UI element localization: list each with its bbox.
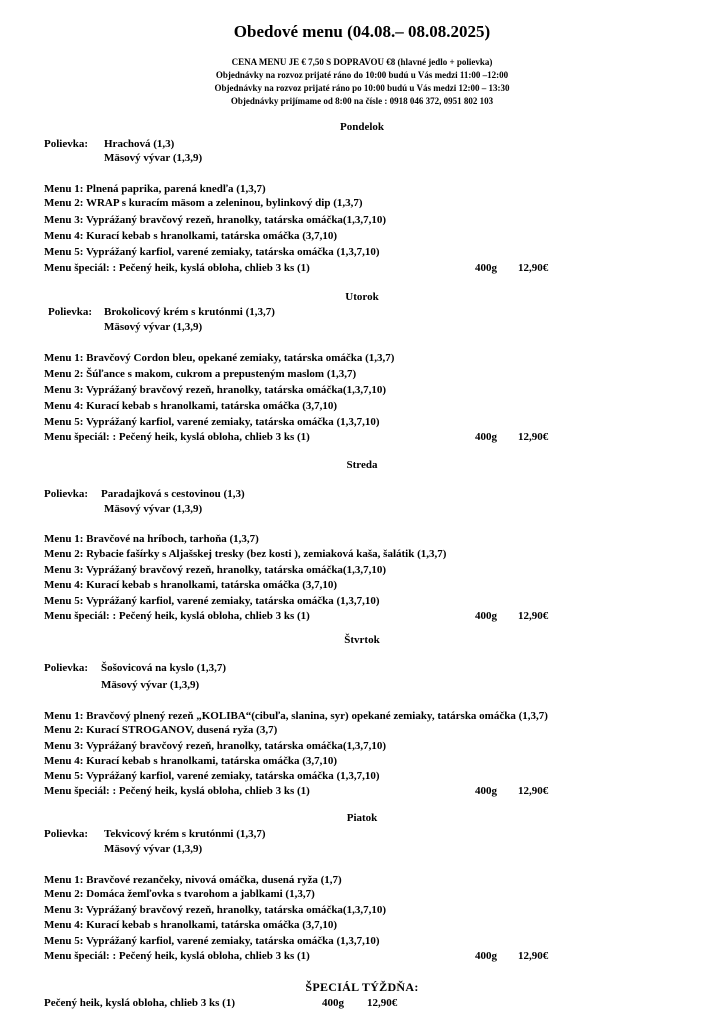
menu-item: Menu 4: Kurací kebab s hranolkami, tatárska omáčka (3,7,10)	[44, 230, 338, 242]
menu-item: Menu 5: Vyprážaný karfiol, varené zemiaky, tatárska omáčka (1,3,7,10)	[44, 246, 380, 258]
menu-item: Menu 4: Kurací kebab s hranolkami, tatárska omáčka (3,7,10)	[44, 579, 338, 591]
delivery-info-before-10: Objednávky na rozvoz prijaté ráno do 10:00 budú u Vás medzi 11:00 –12:00	[215, 70, 509, 80]
week-special-price: 12,90€	[367, 997, 398, 1009]
price-info: CENA MENU JE € 7,50 S DOPRAVOU €8 (hlavné jedlo + polievka)	[231, 57, 493, 67]
soup-item: Mäsový vývar (1,3,9)	[104, 321, 203, 333]
menu-item: Menu 5: Vyprážaný karfiol, varené zemiaky, tatárska omáčka (1,3,7,10)	[44, 770, 380, 782]
menu-item: Menu 5: Vyprážaný karfiol, varené zemiaky, tatárska omáčka (1,3,7,10)	[44, 416, 380, 428]
special-item: Menu špeciál: : Pečený heik, kyslá obloha, chlieb 3 ks (1)	[44, 431, 310, 443]
soup-label: Polievka:	[48, 306, 92, 318]
menu-item: Menu 4: Kurací kebab s hranolkami, tatárska omáčka (3,7,10)	[44, 400, 338, 412]
menu-item: Menu 1: Bravčové rezančeky, nivová omáčka, dusená ryža (1,7)	[44, 874, 342, 886]
special-item: Menu špeciál: : Pečený heik, kyslá obloha, chlieb 3 ks (1)	[44, 950, 310, 962]
special-price: 12,90€	[518, 610, 549, 622]
special-weight: 400g	[475, 610, 497, 622]
special-weight: 400g	[475, 431, 497, 443]
soup-label: Polievka:	[44, 662, 88, 674]
soup-label: Polievka:	[44, 488, 88, 500]
special-price: 12,90€	[518, 950, 549, 962]
special-item: Menu špeciál: : Pečený heik, kyslá obloha, chlieb 3 ks (1)	[44, 610, 310, 622]
soup-item: Šošovicová na kyslo (1,3,7)	[101, 662, 226, 674]
soup-label: Polievka:	[44, 138, 88, 150]
special-price: 12,90€	[518, 785, 549, 797]
menu-item: Menu 2: Kurací STROGANOV, dusená ryža (3,7)	[44, 724, 278, 736]
soup-item: Hrachová (1,3)	[104, 138, 175, 150]
order-phone-info: Objednávky prijímame od 8:00 na čísle : 0918 046 372, 0951 802 103	[230, 96, 494, 106]
menu-item: Menu 1: Bravčový plnený rezeň „KOLIBA“(cibuľa, slanina, syr) opekané zemiaky, tatárska omáčka (1,3,7)	[44, 710, 548, 722]
soup-label: Polievka:	[44, 828, 88, 840]
day-heading-monday: Pondelok	[339, 121, 384, 133]
soup-item: Brokolicový krém s krutónmi (1,3,7)	[104, 306, 275, 318]
special-item: Menu špeciál: : Pečený heik, kyslá obloha, chlieb 3 ks (1)	[44, 785, 310, 797]
special-weight: 400g	[475, 785, 497, 797]
soup-item: Mäsový vývar (1,3,9)	[104, 152, 203, 164]
menu-item: Menu 3: Vyprážaný bravčový rezeň, hranolky, tatárska omáčka(1,3,7,10)	[44, 740, 387, 752]
menu-item: Menu 2: Šúľance s makom, cukrom a prepusteným maslom (1,3,7)	[44, 368, 357, 380]
week-special-weight: 400g	[322, 997, 344, 1009]
menu-item: Menu 3: Vyprážaný bravčový rezeň, hranolky, tatárska omáčka(1,3,7,10)	[44, 564, 387, 576]
menu-item: Menu 4: Kurací kebab s hranolkami, tatárska omáčka (3,7,10)	[44, 755, 338, 767]
soup-item: Mäsový vývar (1,3,9)	[104, 503, 203, 515]
day-heading-friday: Piatok	[346, 812, 378, 824]
menu-item: Menu 5: Vyprážaný karfiol, varené zemiaky, tatárska omáčka (1,3,7,10)	[44, 595, 380, 607]
page-title: Obedové menu (04.08.– 08.08.2025)	[233, 22, 491, 41]
special-item: Menu špeciál: : Pečený heik, kyslá obloha, chlieb 3 ks (1)	[44, 262, 310, 274]
soup-item: Paradajková s cestovinou (1,3)	[101, 488, 245, 500]
menu-item: Menu 4: Kurací kebab s hranolkami, tatárska omáčka (3,7,10)	[44, 919, 338, 931]
special-price: 12,90€	[518, 262, 549, 274]
menu-item: Menu 1: Bravčový Cordon bleu, opekané zemiaky, tatárska omáčka (1,3,7)	[44, 352, 395, 364]
menu-item: Menu 3: Vyprážaný bravčový rezeň, hranolky, tatárska omáčka(1,3,7,10)	[44, 214, 387, 226]
special-weight: 400g	[475, 262, 497, 274]
soup-item: Mäsový vývar (1,3,9)	[101, 679, 200, 691]
menu-item: Menu 1: Bravčové na hríboch, tarhoňa (1,3,7)	[44, 533, 259, 545]
day-heading-thursday: Štvrtok	[344, 634, 380, 646]
menu-item: Menu 2: WRAP s kuracím mäsom a zeleninou, bylinkový dip (1,3,7)	[44, 197, 363, 209]
menu-item: Menu 3: Vyprážaný bravčový rezeň, hranolky, tatárska omáčka(1,3,7,10)	[44, 904, 387, 916]
menu-item: Menu 3: Vyprážaný bravčový rezeň, hranolky, tatárska omáčka(1,3,7,10)	[44, 384, 387, 396]
day-heading-tuesday: Utorok	[345, 291, 379, 303]
day-heading-wednesday: Streda	[346, 459, 378, 471]
week-special-item: Pečený heik, kyslá obloha, chlieb 3 ks (1)	[44, 997, 235, 1009]
special-price: 12,90€	[518, 431, 549, 443]
delivery-info-after-10: Objednávky na rozvoz prijaté ráno po 10:00 budú u Vás medzi 12:00 – 13:30	[214, 83, 510, 93]
week-special-heading: ŠPECIÁL TÝŽDŇA:	[305, 980, 419, 994]
menu-item: Menu 1: Plnená paprika, parená knedľa (1,3,7)	[44, 183, 266, 195]
menu-item: Menu 5: Vyprážaný karfiol, varené zemiaky, tatárska omáčka (1,3,7,10)	[44, 935, 380, 947]
soup-item: Mäsový vývar (1,3,9)	[104, 843, 203, 855]
menu-item: Menu 2: Rybacie fašírky s Aljašskej tresky (bez kosti ), zemiaková kaša, šalátik (1,3,7)	[44, 548, 447, 560]
soup-item: Tekvicový krém s krutónmi (1,3,7)	[104, 828, 266, 840]
special-weight: 400g	[475, 950, 497, 962]
menu-item: Menu 2: Domáca žemľovka s tvarohom a jablkami (1,3,7)	[44, 888, 315, 900]
